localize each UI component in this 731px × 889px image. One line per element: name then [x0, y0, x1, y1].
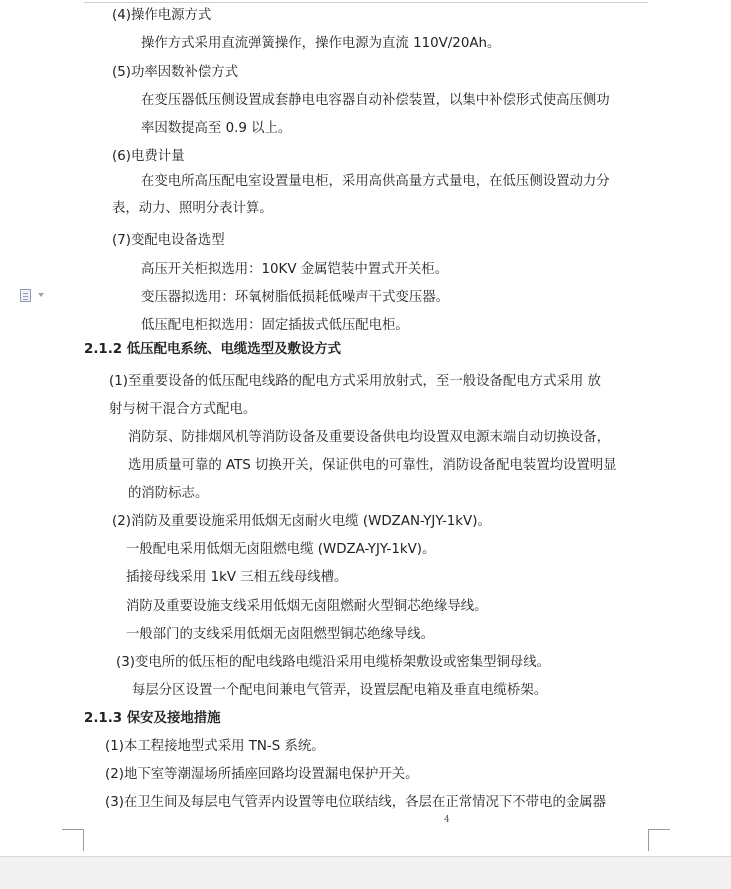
- paragraph-line: 表，动力、照明分表计算。: [112, 201, 273, 216]
- paragraph-line: 消防及重要设施支线采用低烟无卤阻燃耐火型铜芯绝缘导线。: [126, 599, 488, 614]
- paragraph-line: 变压器拟选用：环氧树脂低损耗低噪声干式变压器。: [141, 290, 449, 305]
- paragraph-line: 射与树干混合方式配电。: [109, 402, 257, 417]
- page-gap: [0, 856, 731, 889]
- page-number: 4: [444, 815, 450, 825]
- paragraph-line: (3)在卫生间及每层电气管弄内设置等电位联结线，各层在正常情况下不带电的金属器: [105, 795, 607, 810]
- page-corner-mark: [83, 829, 84, 851]
- page-corner-mark: [62, 829, 84, 830]
- paragraph-line: (1)至重要设备的低压配电线路的配电方式采用放射式，至一般设备配电方式采用 放: [109, 374, 601, 389]
- paragraph-line: 高压开关柜拟选用：10KV 金属铠装中置式开关柜。: [141, 262, 449, 277]
- section-6-title: (6)电费计量: [112, 149, 185, 164]
- page-corner-mark: [648, 829, 670, 830]
- page-corner-mark: [648, 829, 649, 851]
- section-7-title: (7)变配电设备选型: [112, 233, 225, 248]
- header-rule: [84, 2, 648, 3]
- document-icon[interactable]: [20, 289, 31, 302]
- paragraph-line: 一般配电采用低烟无卤阻燃电缆 (WDZA-YJY-1kV)。: [126, 542, 436, 557]
- paragraph-line: 每层分区设置一个配电间兼电气管弄，设置层配电箱及垂直电缆桥架。: [132, 683, 548, 698]
- paragraph-line: (1)本工程接地型式采用 TN-S 系统。: [105, 739, 325, 754]
- paragraph-line: 消防泵、防排烟风机等消防设备及重要设备供电均设置双电源末端自动切换设备，: [128, 430, 611, 445]
- chevron-down-icon[interactable]: [38, 293, 44, 297]
- paragraph-line: 选用质量可靠的 ATS 切换开关，保证供电的可靠性，消防设备配电装置均设置明显: [128, 458, 617, 473]
- paragraph-line: 的消防标志。: [128, 486, 209, 501]
- section-5-title: (5)功率因数补偿方式: [112, 65, 239, 80]
- paragraph-line: 在变压器低压侧设置成套静电电容器自动补偿装置，以集中补偿形式使高压侧功: [141, 93, 610, 108]
- paragraph-line: 操作方式采用直流弹簧操作，操作电源为直流 110V/20Ah。: [141, 36, 501, 51]
- paragraph-line: 一般部门的支线采用低烟无卤阻燃型铜芯绝缘导线。: [126, 627, 434, 642]
- paragraph-line: (2)消防及重要设施采用低烟无卤耐火电缆 (WDZAN-YJY-1kV)。: [112, 514, 491, 529]
- paragraph-line: 在变电所高压配电室设置量电柜，采用高供高量方式量电，在低压侧设置动力分: [141, 174, 610, 189]
- paragraph-line: (2)地下室等潮湿场所插座回路均设置漏电保护开关。: [105, 767, 419, 782]
- paragraph-line: (3)变电所的低压柜的配电线路电缆沿采用电缆桥架敷设或密集型铜母线。: [116, 655, 551, 670]
- section-heading-2-1-2: 2.1.2 低压配电系统、电缆选型及敷设方式: [84, 342, 342, 357]
- paragraph-line: 插接母线采用 1kV 三相五线母线槽。: [126, 570, 348, 585]
- paragraph-line: 率因数提高至 0.9 以上。: [141, 121, 292, 136]
- section-4-title: (4)操作电源方式: [112, 8, 212, 23]
- section-heading-2-1-3: 2.1.3 保安及接地措施: [84, 711, 221, 726]
- paragraph-line: 低压配电柜拟选用：固定插拔式低压配电柜。: [141, 318, 409, 333]
